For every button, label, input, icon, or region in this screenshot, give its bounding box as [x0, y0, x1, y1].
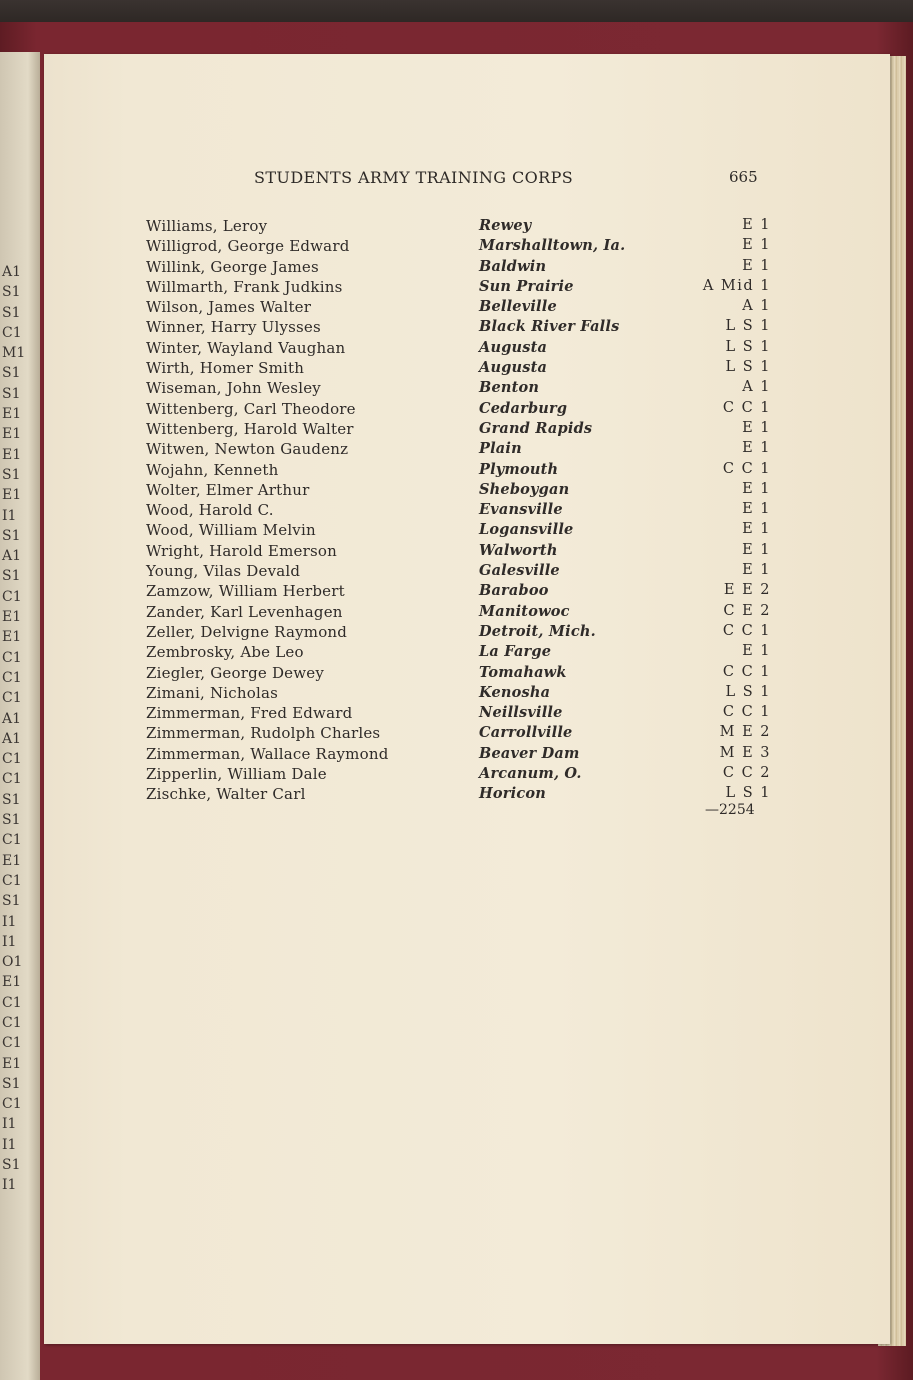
roster-row — [146, 582, 771, 602]
roster-row — [146, 400, 771, 420]
student-name: Wirth, Homer Smith — [146, 359, 305, 378]
previous-page-text-fragments — [2, 262, 26, 1196]
previous-page-fragment: I1 — [2, 507, 17, 524]
student-name: Zander, Karl Levenhagen — [146, 602, 343, 621]
student-hometown: Neillsville — [479, 704, 563, 722]
course-year-code: E 1 — [742, 257, 771, 274]
running-header-title: STUDENTS ARMY TRAINING CORPS — [254, 168, 574, 187]
student-hometown: Sheboygan — [479, 480, 570, 498]
previous-page-fragment: E1 — [2, 487, 22, 504]
student-hometown: Black River Falls — [479, 318, 620, 336]
course-year-code: L S 1 — [725, 683, 771, 700]
previous-page-edge — [0, 52, 40, 1380]
previous-page-fragment: C1 — [2, 588, 22, 605]
previous-page-fragment: S1 — [2, 284, 21, 301]
roster-row — [146, 684, 771, 704]
student-hometown: Sun Prairie — [479, 277, 574, 295]
previous-page-fragment: E1 — [2, 426, 22, 443]
student-hometown: Horicon — [479, 785, 546, 803]
course-year-code: A 1 — [742, 379, 771, 396]
student-hometown: Walworth — [479, 541, 558, 559]
course-year-code: E 1 — [742, 501, 771, 518]
student-name: Zimani, Nicholas — [146, 683, 279, 702]
previous-page-fragment: C1 — [2, 1035, 22, 1052]
course-year-code: C E 2 — [723, 602, 771, 619]
course-year-code: A Mid 1 — [702, 277, 771, 294]
roster-row — [146, 420, 771, 440]
roster-row — [146, 623, 771, 643]
course-year-code: E 1 — [742, 217, 771, 233]
previous-page-fragment: S1 — [2, 1157, 21, 1174]
course-year-code: E 1 — [742, 237, 771, 254]
student-hometown: Tomahawk — [479, 663, 567, 681]
student-name: Zamzow, William Herbert — [146, 582, 345, 601]
course-year-code: C C 1 — [722, 399, 771, 416]
student-name: Winner, Harry Ulysses — [146, 318, 321, 337]
previous-page-fragment: I1 — [2, 1177, 17, 1194]
roster-row — [146, 339, 771, 359]
student-name: Wolter, Elmer Arthur — [146, 480, 310, 499]
student-hometown: La Farge — [479, 643, 552, 661]
course-year-code: M E 3 — [719, 744, 771, 761]
previous-page-fragment: C1 — [2, 324, 22, 341]
course-year-code: E 1 — [742, 562, 771, 579]
student-name: Witwen, Newton Gaudenz — [146, 440, 349, 459]
previous-page-fragment: S1 — [2, 568, 21, 585]
previous-page-fragment: C1 — [2, 872, 22, 889]
course-year-code: C C 1 — [722, 663, 771, 680]
previous-page-fragment: A1 — [2, 710, 22, 727]
student-name: Willink, George James — [146, 257, 319, 276]
previous-page-fragment: E1 — [2, 852, 22, 869]
previous-page-fragment: S1 — [2, 304, 21, 321]
student-hometown: Augusta — [479, 359, 548, 377]
previous-page-fragment: C1 — [2, 690, 22, 707]
course-year-code: L S 1 — [725, 318, 771, 335]
student-hometown: Baldwin — [479, 257, 547, 275]
previous-page-fragment: C1 — [2, 832, 22, 849]
previous-page-fragment: S1 — [2, 365, 21, 382]
student-hometown: Plain — [479, 440, 522, 458]
course-year-code: C C 1 — [722, 460, 771, 477]
roster-row — [146, 643, 771, 663]
previous-page-fragment: A1 — [2, 264, 22, 280]
course-year-code: L S 1 — [725, 359, 771, 376]
student-hometown: Benton — [479, 379, 540, 397]
previous-page-fragment: C1 — [2, 649, 22, 666]
course-year-code: E 1 — [742, 541, 771, 558]
previous-page-fragment: S1 — [2, 812, 21, 829]
student-roster — [146, 217, 771, 806]
student-hometown: Arcanum, O. — [479, 765, 582, 783]
course-year-code: M E 2 — [719, 724, 771, 741]
previous-page-fragment: S1 — [2, 1075, 21, 1092]
student-name: Zembrosky, Abe Leo — [146, 643, 304, 662]
course-year-code: E 1 — [742, 419, 771, 436]
previous-page-fragment: E1 — [2, 629, 22, 646]
student-name: Wood, William Melvin — [146, 521, 316, 540]
student-name: Wittenberg, Harold Walter — [146, 419, 354, 438]
roster-row — [146, 501, 771, 521]
roster-row — [146, 278, 771, 298]
roster-row — [146, 359, 771, 379]
student-name: Williams, Leroy — [146, 217, 268, 235]
roster-row — [146, 379, 771, 399]
student-hometown: Grand Rapids — [479, 419, 593, 437]
student-name: Zimmerman, Wallace Raymond — [146, 744, 389, 763]
course-year-code: E 1 — [742, 643, 771, 660]
previous-page-fragment: M1 — [2, 345, 26, 362]
previous-page-fragment: S1 — [2, 466, 21, 483]
roster-row — [146, 724, 771, 744]
previous-page-fragment: C1 — [2, 771, 22, 788]
previous-page-fragment: S1 — [2, 385, 21, 402]
roster-row — [146, 785, 771, 805]
previous-page-fragment: E1 — [2, 974, 22, 991]
roster-row — [146, 664, 771, 684]
page-number: 665 — [729, 168, 758, 186]
course-year-code: L S 1 — [725, 785, 771, 802]
student-name: Zimmerman, Fred Edward — [146, 704, 353, 723]
student-name: Young, Vilas Devald — [146, 562, 301, 581]
student-name: Wittenberg, Carl Theodore — [146, 399, 356, 418]
previous-page-fragment: E1 — [2, 1055, 22, 1072]
course-year-code: C C 1 — [722, 704, 771, 721]
roster-total: —2254 — [705, 802, 755, 818]
student-hometown: Manitowoc — [479, 602, 570, 620]
course-year-code: C C 1 — [722, 622, 771, 639]
student-hometown: Cedarburg — [479, 399, 568, 417]
previous-page-fragment: E1 — [2, 446, 22, 463]
previous-page-fragment: I1 — [2, 913, 17, 930]
previous-page-fragment: S1 — [2, 527, 21, 544]
student-hometown: Detroit, Mich. — [479, 622, 596, 640]
student-hometown: Baraboo — [479, 582, 549, 600]
student-name: Willmarth, Frank Judkins — [146, 277, 343, 296]
previous-page-fragment: I1 — [2, 1136, 17, 1153]
student-name: Wright, Harold Emerson — [146, 541, 337, 560]
previous-page-fragment: C1 — [2, 751, 22, 768]
student-hometown: Evansville — [479, 501, 563, 519]
roster-row — [146, 318, 771, 338]
course-year-code: C C 2 — [722, 765, 771, 782]
student-name: Ziegler, George Dewey — [146, 663, 325, 682]
course-year-code: E 1 — [742, 440, 771, 457]
roster-row — [146, 217, 771, 237]
student-hometown: Galesville — [479, 562, 560, 580]
roster-row — [146, 481, 771, 501]
student-hometown: Marshalltown, Ia. — [479, 237, 626, 255]
student-name: Willigrod, George Edward — [146, 237, 350, 256]
roster-row — [146, 258, 771, 278]
student-name: Wilson, James Walter — [146, 298, 312, 317]
roster-row — [146, 461, 771, 481]
roster-row — [146, 745, 771, 765]
previous-page-fragment: S1 — [2, 893, 21, 910]
previous-page-fragment: E1 — [2, 609, 22, 626]
previous-page-fragment: C1 — [2, 994, 22, 1011]
previous-page-fragment: E1 — [2, 406, 22, 423]
student-name: Zischke, Walter Carl — [146, 785, 306, 804]
previous-page-fragment: I1 — [2, 1116, 17, 1133]
student-hometown: Logansville — [479, 521, 574, 539]
course-year-code: A 1 — [742, 298, 771, 315]
previous-page-fragment: C1 — [2, 669, 22, 686]
previous-page-fragment: A1 — [2, 730, 22, 747]
student-name: Winter, Wayland Vaughan — [146, 338, 346, 357]
student-name: Zipperlin, William Dale — [146, 765, 327, 784]
roster-row — [146, 440, 771, 460]
previous-page-fragment: S1 — [2, 791, 21, 808]
course-year-code: E 1 — [742, 521, 771, 538]
previous-page-fragment: C1 — [2, 1096, 22, 1113]
roster-row — [146, 237, 771, 257]
roster-row — [146, 562, 771, 582]
roster-row — [146, 704, 771, 724]
roster-row — [146, 765, 771, 785]
previous-page-fragment: O1 — [2, 954, 23, 971]
student-hometown: Kenosha — [479, 683, 551, 701]
student-name: Wiseman, John Wesley — [146, 379, 321, 398]
student-hometown: Carrollville — [479, 724, 573, 742]
roster-row — [146, 603, 771, 623]
student-hometown: Plymouth — [479, 460, 559, 478]
student-name: Zimmerman, Rudolph Charles — [146, 724, 381, 743]
roster-row — [146, 521, 771, 541]
student-name: Zeller, Delvigne Raymond — [146, 622, 348, 641]
previous-page-fragment: C1 — [2, 1014, 22, 1031]
student-hometown: Belleville — [479, 298, 557, 316]
student-hometown: Beaver Dam — [479, 744, 580, 762]
previous-page-fragment: I1 — [2, 933, 17, 950]
roster-row — [146, 542, 771, 562]
course-year-code: E 1 — [742, 480, 771, 497]
course-year-code: E E 2 — [723, 582, 771, 599]
student-name: Wojahn, Kenneth — [146, 460, 279, 479]
student-name: Wood, Harold C. — [146, 501, 274, 520]
student-hometown: Augusta — [479, 338, 548, 356]
previous-page-fragment: A1 — [2, 548, 22, 565]
roster-row — [146, 298, 771, 318]
student-hometown: Rewey — [479, 217, 532, 234]
course-year-code: L S 1 — [725, 338, 771, 355]
